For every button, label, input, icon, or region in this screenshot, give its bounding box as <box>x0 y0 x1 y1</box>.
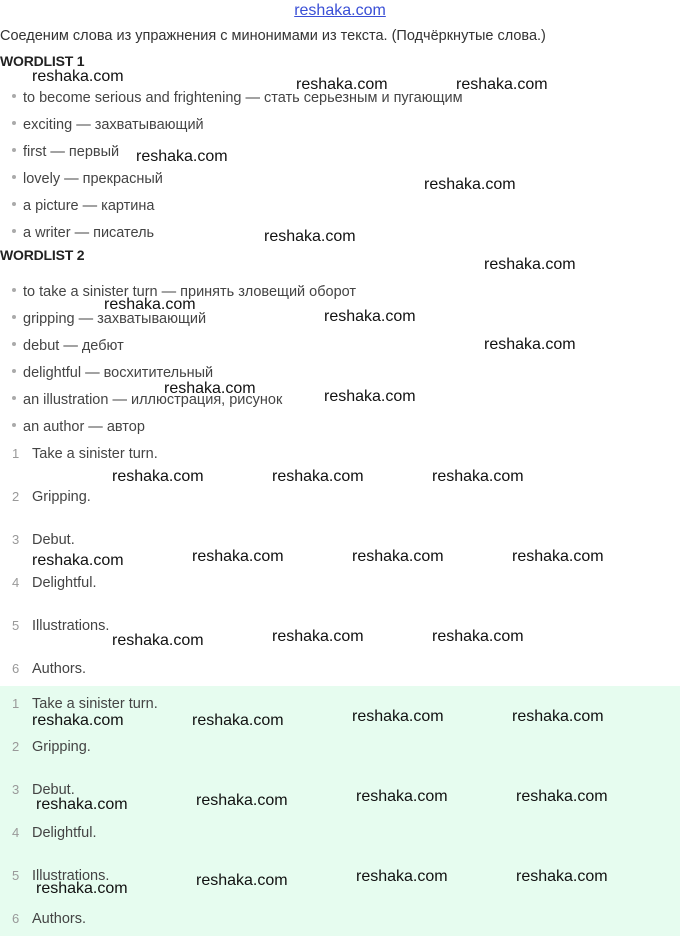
wordlist-2-item: delightful — восхитительный <box>12 365 213 381</box>
wordlist-2-title: WORDLIST 2 <box>0 247 85 263</box>
watermark: reshaka.com <box>196 872 288 889</box>
wordlist-2-item: an author — автор <box>12 419 145 435</box>
watermark: reshaka.com <box>484 336 576 353</box>
answer-item: 2 Gripping. <box>12 489 91 505</box>
watermark: reshaka.com <box>112 468 204 485</box>
bullet-icon <box>12 288 16 292</box>
wordlist-1-item: lovely — прекрасный <box>12 171 163 187</box>
watermark: reshaka.com <box>432 628 524 645</box>
answer-item: 4 Delightful. <box>12 575 97 591</box>
wordlist-1-item: a writer — писатель <box>12 225 154 241</box>
watermark: reshaka.com <box>272 468 364 485</box>
site-link[interactable]: reshaka.com <box>294 2 386 19</box>
watermark: reshaka.com <box>516 868 608 885</box>
watermark: reshaka.com <box>272 628 364 645</box>
wordlist-2-item: debut — дебют <box>12 338 124 354</box>
wordlist-1-item: a picture — картина <box>12 198 154 214</box>
watermark: reshaka.com <box>104 296 196 313</box>
watermark: reshaka.com <box>516 788 608 805</box>
bullet-icon <box>12 229 16 233</box>
wordlist-1-item: exciting — захватывающий <box>12 117 204 133</box>
watermark: reshaka.com <box>352 708 444 725</box>
answer-item-highlighted: 1 Take a sinister turn. <box>12 696 158 712</box>
watermark: reshaka.com <box>32 712 124 729</box>
watermark: reshaka.com <box>352 548 444 565</box>
answer-item-highlighted: 6 Authors. <box>12 911 86 927</box>
bullet-icon <box>12 121 16 125</box>
wordlist-1-title: WORDLIST 1 <box>0 53 85 69</box>
watermark: reshaka.com <box>512 548 604 565</box>
answer-item-highlighted: 3 Debut. <box>12 782 75 798</box>
watermark: reshaka.com <box>32 552 124 569</box>
bullet-icon <box>12 342 16 346</box>
answer-item: 3 Debut. <box>12 532 75 548</box>
watermark: reshaka.com <box>264 228 356 245</box>
bullet-icon <box>12 423 16 427</box>
bullet-icon <box>12 148 16 152</box>
answer-item-highlighted: 4 Delightful. <box>12 825 97 841</box>
watermark: reshaka.com <box>512 708 604 725</box>
wordlist-2-item: gripping — захватывающий <box>12 311 206 327</box>
answer-item: 6 Authors. <box>12 661 86 677</box>
answer-item-highlighted: 2 Gripping. <box>12 739 91 755</box>
bullet-icon <box>12 175 16 179</box>
bullet-icon <box>12 315 16 319</box>
wordlist-1-item: to become serious and frightening — стать серьезным и пугающим <box>12 90 463 106</box>
watermark: reshaka.com <box>192 548 284 565</box>
watermark: reshaka.com <box>164 380 256 397</box>
watermark: reshaka.com <box>356 788 448 805</box>
watermark: reshaka.com <box>484 256 576 273</box>
watermark: reshaka.com <box>136 148 228 165</box>
answer-item: 5 Illustrations. <box>12 618 110 634</box>
watermark: reshaka.com <box>324 388 416 405</box>
watermark: reshaka.com <box>36 880 128 897</box>
watermark: reshaka.com <box>456 76 548 93</box>
bullet-icon <box>12 202 16 206</box>
watermark: reshaka.com <box>424 176 516 193</box>
watermark: reshaka.com <box>432 468 524 485</box>
watermark: reshaka.com <box>36 796 128 813</box>
watermark: reshaka.com <box>356 868 448 885</box>
exercise-instruction: Соедeним слова из упражнения с минонимами из текста. (Подчёркнутые слова.) <box>0 28 546 44</box>
watermark: reshaka.com <box>324 308 416 325</box>
answer-item: 1 Take a sinister turn. <box>12 446 158 462</box>
bullet-icon <box>12 94 16 98</box>
watermark: reshaka.com <box>296 76 388 93</box>
answer-item-highlighted: 5 Illustrations. <box>12 868 110 884</box>
wordlist-1-item: first — первый <box>12 144 119 160</box>
wordlist-2-item: to take a sinister turn — принять зловещий оборот <box>12 284 356 300</box>
watermark: reshaka.com <box>196 792 288 809</box>
bullet-icon <box>12 396 16 400</box>
watermark: reshaka.com <box>32 68 124 85</box>
bullet-icon <box>12 369 16 373</box>
wordlist-2-item: an illustration — иллюстрация, рисунок <box>12 392 282 408</box>
watermark: reshaka.com <box>112 632 204 649</box>
watermark: reshaka.com <box>192 712 284 729</box>
